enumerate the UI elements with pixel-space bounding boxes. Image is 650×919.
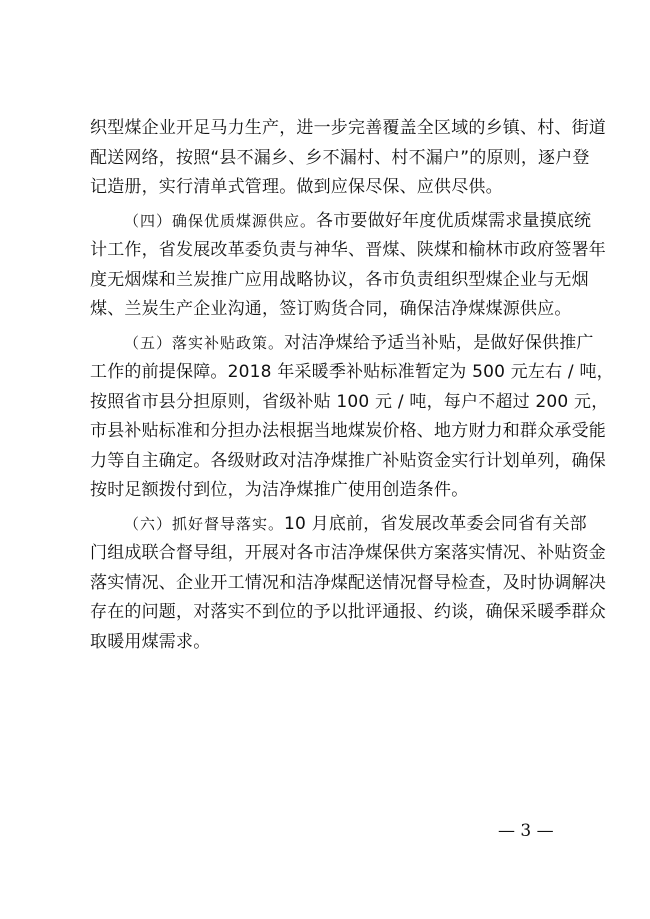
text-line <box>90 510 587 540</box>
text-line: 煤、兰炭生产企业沟通，签订购货合同，确保洁净煤煤源供应。 <box>90 299 572 319</box>
paragraph-supply-network <box>90 114 606 203</box>
paragraph-quality-coal-supply <box>90 207 606 325</box>
text-line: 配送网络，按照“县不漏乡、乡不漏村、村不漏户”的原则，逐户登 <box>90 147 590 168</box>
section-heading: （六）抓好督导落实。 <box>124 514 285 533</box>
text-span: 对洁净煤给予适当补贴，是做好保供推广 <box>284 332 594 353</box>
text-line <box>90 207 592 237</box>
paragraph-subsidy-policy <box>90 329 614 506</box>
text-line: 按照省市县分担原则，省级补贴 100 元 / 吨，每户不超过 200 元， <box>90 391 609 412</box>
text-line: 市县补贴标准和分担办法根据当地煤炭价格、地方财力和群众承受能 <box>90 421 606 441</box>
text-line: 计工作，省发展改革委负责与神华、晋煤、陕煤和榆林市政府签署年 <box>90 240 606 260</box>
text-line: 取暖用煤需求。 <box>90 631 211 652</box>
text-line: 落实情况、企业开工情况和洁净煤配送情况督导检查，及时协调解决 <box>90 572 606 593</box>
text-line: 织型煤企业开足马力生产，进一步完善覆盖全区域的乡镇、村、街道 <box>90 118 606 138</box>
text-line: 记造册，实行清单式管理。做到应保尽保、应供尽供。 <box>90 177 503 197</box>
paragraph-supervision <box>90 510 606 658</box>
text-line: 存在的问题，对落实不到位的予以批评通报、约谈，确保采暖季群众 <box>90 602 606 622</box>
text-line <box>90 329 594 359</box>
section-heading: （四）确保优质煤源供应。 <box>124 211 317 230</box>
section-heading: （五）落实补贴政策。 <box>124 333 285 352</box>
text-line: 按时足额拨付到位，为洁净煤推广使用创造条件。 <box>90 480 469 500</box>
document-body <box>90 114 614 657</box>
text-line: 力等自主确定。各级财政对洁净煤推广补贴资金实行计划单列，确保 <box>90 450 606 471</box>
text-line: 工作的前提保障。2018 年采暖季补贴标准暂定为 500 元左右 / 吨， <box>90 362 614 382</box>
text-span: 各市要做好年度优质煤需求量摸底统 <box>316 210 592 231</box>
text-line: 度无烟煤和兰炭推广应用战略协议，各市负责组织型煤企业与无烟 <box>90 269 589 290</box>
text-line: 门组成联合督导组，开展对各市洁净煤保供方案落实情况、补贴资金 <box>90 543 606 563</box>
page-number: — 3 — <box>498 821 554 841</box>
text-span: 10 月底前，省发展改革委会同省有关部 <box>284 513 587 534</box>
